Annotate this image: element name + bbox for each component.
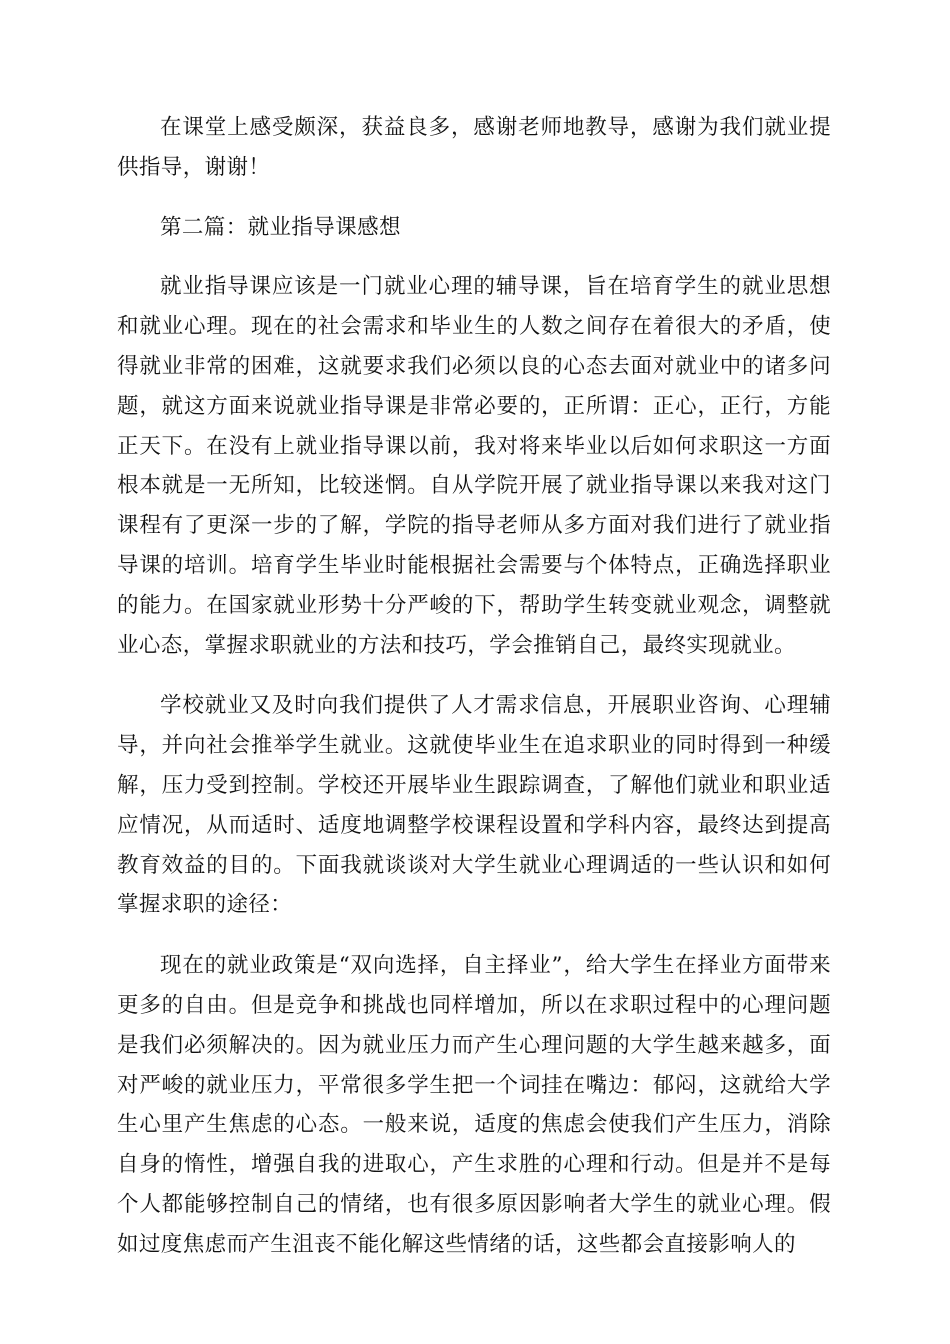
section-heading: 第二篇：就业指导课感想: [160, 214, 401, 240]
body-paragraph: 就业指导课应该是一门就业心理的辅导课，旨在培育学生的就业思想和就业心理。现在的社会需求和毕业生的人数之间存在着很大的矛盾，使得就业非常的困难，这就要求我们必须以良的心态去面对就业中的诸多问题，就这方面来说就业指导课是非常必要的，正所谓：正心，正行，方能正天下。在没有上就业指导课以前，我对将来毕业以后如何求职这一方面根本就是一无所知，比较迷惘。自从学院开展了就业指导课以来我对这门课程有了更深一步的了解，学院的指导老师从多方面对我们进行了就业指导课的培训。培育学生毕业时能根据社会需要与个体特点，正确选择职业的能力。在国家就业形势十分严峻的下，帮助学生转变就业观念，调整就业心态，掌握求职就业的方法和技巧，学会推销自己，最终实现就业。: [117, 274, 831, 658]
body-paragraph: 现在的就业政策是“双向选择，自主择业”，给大学生在择业方面带来更多的自由。但是竞争和挑战也同样增加，所以在求职过程中的心理问题是我们必须解决的。因为就业压力而产生心理问题的大学生越来越多，面对严峻的就业压力，平常很多学生把一个词挂在嘴边：郁闷，这就给大学生心里产生焦虑的心态。一般来说，适度的焦虑会使我们产生压力，消除自身的惰性，增强自我的进取心，产生求胜的心理和行动。但是并不是每个人都能够控制自己的情绪，也有很多原因影响者大学生的就业心理。假如过度焦虑而产生沮丧不能化解这些情绪的话，这些都会直接影响人的: [117, 953, 831, 1257]
closing-paragraph: 在课堂上感受颇深，获益良多，感谢老师地教导，感谢为我们就业提供指导，谢谢！: [117, 115, 831, 180]
body-paragraph: 学校就业又及时向我们提供了人才需求信息，开展职业咨询、心理辅导，并向社会推举学生就业。这就使毕业生在追求职业的同时得到一种缓解，压力受到控制。学校还开展毕业生跟踪调查，了解他们就业和职业适应情况，从而适时、适度地调整学校课程设置和学科内容，最终达到提高教育效益的目的。下面我就谈谈对大学生就业心理调适的一些认识和如何掌握求职的途径：: [117, 693, 831, 918]
document-page: [117, 108, 831, 1265]
